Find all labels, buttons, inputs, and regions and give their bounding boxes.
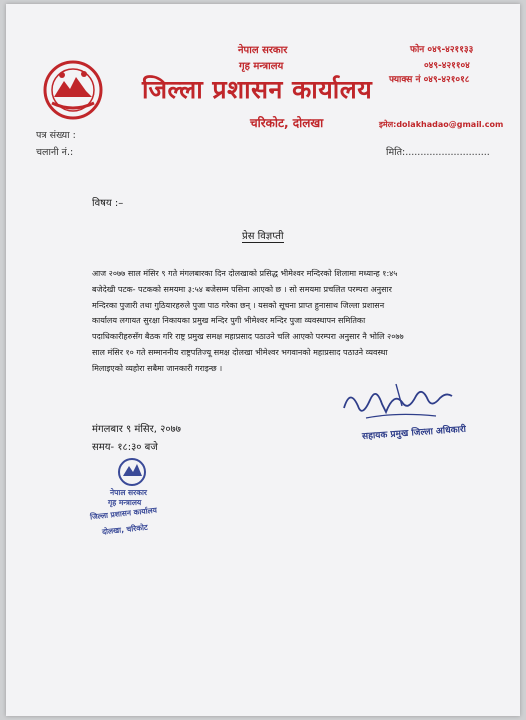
stamp-line-1: नेपाल सरकार	[110, 488, 147, 497]
body-line: साल मंसिर १० गते सम्माननीय राष्ट्रपतिज्यू समक्ष दोलखा भीमेश्वर भगवानको महाप्रसाद पठाउने व्यवस्था	[92, 347, 388, 357]
heading-text: प्रेस विज्ञप्ती	[242, 231, 284, 242]
stamp-line-3: जिल्ला प्रशासन कार्यालय	[89, 505, 158, 522]
body-line: आज २०७७ साल मंसिर ९ गते मंगलबारका दिन दोलखाको प्रसिद्ध भीमेश्वर मन्दिरको शिलामा मध्यान्ह १:४५	[92, 269, 398, 278]
body-line: कार्यालय लगायत सुरक्षा निकायका प्रमुख मन्दिर पुगी भीमेश्वर मन्दिर पुजा व्यवस्थापन समितिका	[92, 316, 366, 326]
body-line: मन्दिरका पुजारी तथा गुठियारहरुले पुजा पाठ गरेका छन् । यसको सूचना प्राप्त हुनासाथ जिल्ला प्रशासन	[92, 300, 385, 310]
phone-number-2: ०४९-४२११०४	[424, 61, 470, 71]
office-location: चरिकोट, दोलखा	[250, 116, 324, 130]
release-date: मंगलबार ९ मंसिर, २०७७	[92, 424, 181, 435]
nepal-emblem-icon	[42, 59, 104, 121]
stamp-line-2: गृह मन्त्रालय	[108, 498, 142, 507]
ministry-label: गृह मन्त्रालय	[239, 61, 284, 72]
government-label: नेपाल सरकार	[238, 45, 288, 56]
body-line: पदाधिकारीहरुसँग बैठक गरि राष्ट्र प्रमुख समक्ष महाप्रसाद पठाउने चलि आएको परम्परा अनुसार नै भोलि २०७७	[92, 332, 404, 342]
fax-number: फ्याक्स नं ०४९-४२१०१८	[389, 75, 470, 85]
body-line: बजेदेखी पटक- पटकको समयमा ३:५४ बजेसम्म पसिना आएको छ । सो समयमा प्रचलित परम्परा अनुसार	[92, 284, 392, 294]
press-release-heading	[242, 228, 284, 242]
signatory-title: सहायक प्रमुख जिल्ला अधिकारी	[361, 424, 467, 442]
subject-label: विषय :–	[92, 198, 124, 209]
stamp-line-4: दोलखा, चरिकोट	[101, 522, 149, 537]
dispatch-number-label: चलानी नं.:	[36, 147, 74, 158]
letter-page	[6, 4, 520, 716]
body-line: मिलाइएको व्यहोरा सबैमा जानकारी गराइन्छ ।	[92, 363, 223, 373]
phone-number-1: फोन ०४९-४२११३३	[410, 45, 474, 55]
office-title: जिल्ला प्रशासन कार्यालय	[142, 75, 373, 104]
letter-number-label: पत्र संख्या :	[36, 130, 76, 141]
email-address: इमेल:dolakhadao@gmail.com	[379, 120, 504, 129]
press-release-body	[92, 266, 470, 377]
date-label: मिति:............................	[386, 147, 490, 158]
release-time: समय- १८:३० बजे	[92, 442, 158, 453]
